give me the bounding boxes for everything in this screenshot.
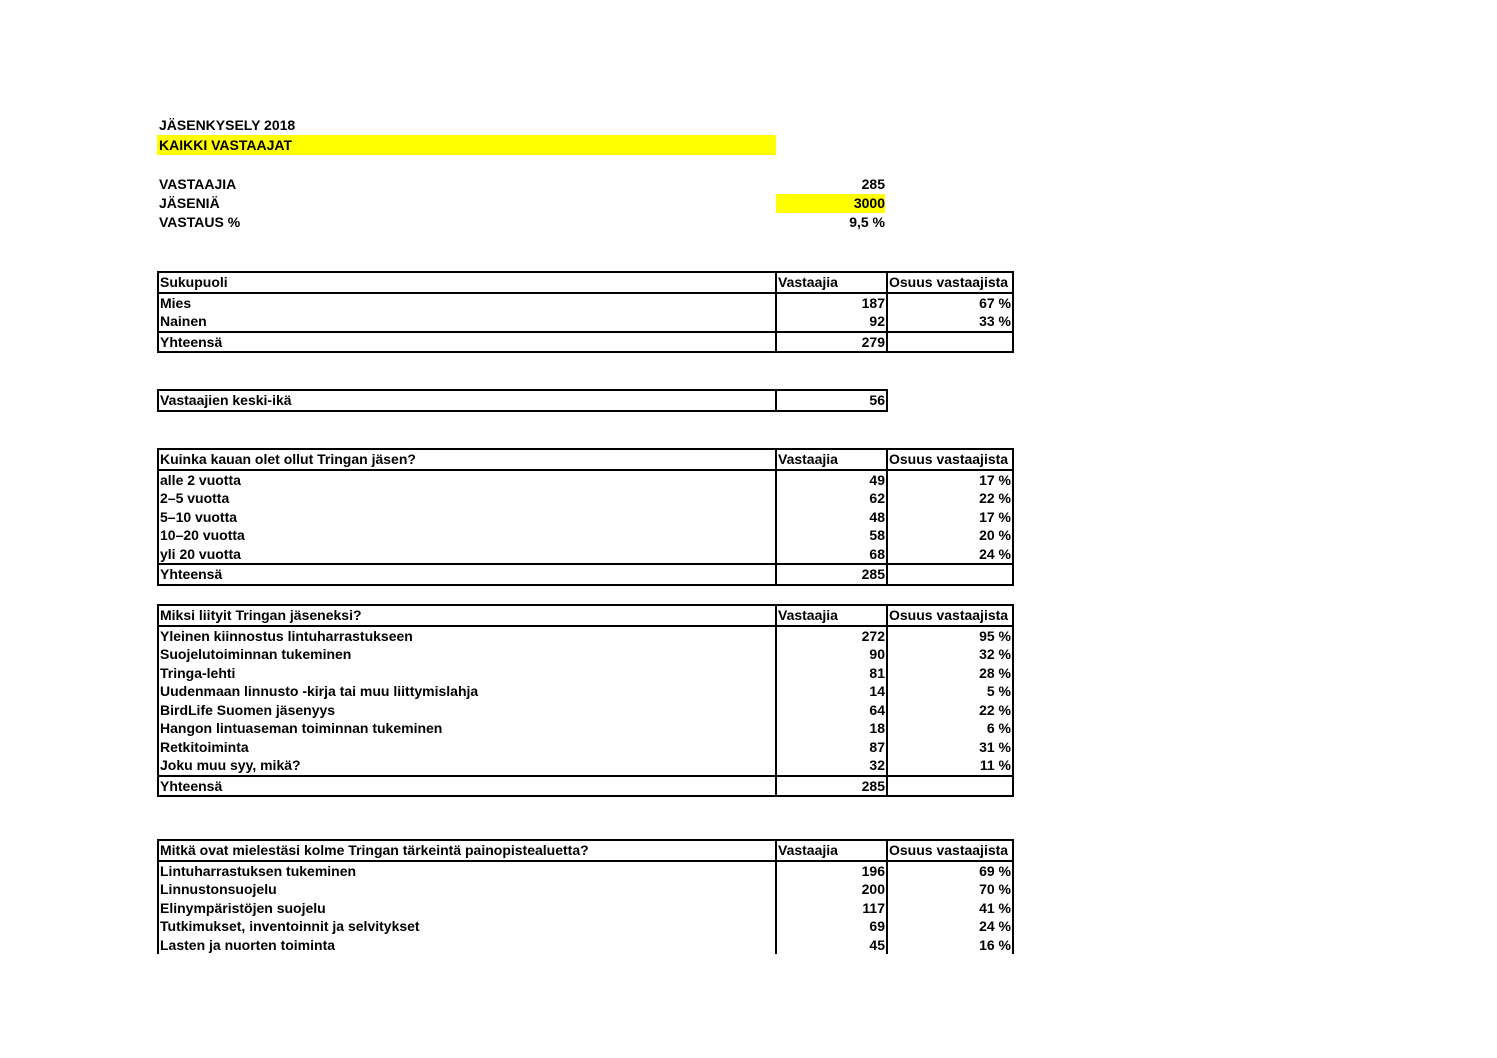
stat-label-respondents: VASTAAJIA	[159, 176, 237, 192]
total-count: 279	[776, 332, 887, 353]
row-label: Lasten ja nuorten toiminta	[158, 936, 776, 955]
total-label: Yhteensä	[158, 564, 776, 585]
row-label: yli 20 vuotta	[158, 545, 776, 565]
table-row	[158, 489, 1013, 508]
total-label: Yhteensä	[158, 332, 776, 353]
row-count: 48	[776, 508, 887, 527]
table-row	[158, 738, 1013, 757]
table-row	[158, 682, 1013, 701]
table-total-row	[158, 776, 1013, 797]
join-reasons-table	[157, 604, 1014, 797]
table-row	[158, 861, 1013, 881]
subtitle: KAIKKI VASTAAJAT	[159, 137, 292, 153]
row-label: Suojelutoiminnan tukeminen	[158, 645, 776, 664]
gender-table	[157, 271, 1014, 353]
priorities-table	[157, 839, 1014, 954]
row-count: 14	[776, 682, 887, 701]
row-share: 17 %	[887, 470, 1013, 490]
table-row	[158, 701, 1013, 720]
row-share: 11 %	[887, 756, 1013, 776]
row-share: 28 %	[887, 664, 1013, 683]
table-row	[158, 526, 1013, 545]
header-cell: Vastaajia	[776, 449, 887, 470]
row-share: 69 %	[887, 861, 1013, 881]
total-share	[887, 332, 1013, 353]
table-row	[158, 645, 1013, 664]
row-label: Yleinen kiinnostus lintuharrastukseen	[158, 626, 776, 646]
age-value: 56	[776, 390, 887, 411]
row-label: Elinympäristöjen suojelu	[158, 899, 776, 918]
row-count: 187	[776, 293, 887, 313]
page-title: JÄSENKYSELY 2018	[159, 117, 296, 133]
table-header-row	[158, 272, 1013, 293]
header-cell: Osuus vastaajista	[887, 605, 1013, 626]
table-total-row	[158, 332, 1013, 353]
row-count: 64	[776, 701, 887, 720]
row-label: Hangon lintuaseman toiminnan tukeminen	[158, 719, 776, 738]
stat-label-response-rate: VASTAUS %	[159, 214, 241, 230]
row-share: 67 %	[887, 293, 1013, 313]
subtitle-highlight	[157, 135, 776, 155]
stat-value-respondents: 285	[861, 176, 885, 192]
table-header-row	[158, 605, 1013, 626]
row-count: 117	[776, 899, 887, 918]
row-label: alle 2 vuotta	[158, 470, 776, 490]
table-row	[158, 470, 1013, 490]
row-share: 31 %	[887, 738, 1013, 757]
row-label: Tutkimukset, inventoinnit ja selvitykset	[158, 917, 776, 936]
row-share: 24 %	[887, 545, 1013, 565]
header-cell: Vastaajia	[776, 605, 887, 626]
table-row	[158, 917, 1013, 936]
row-count: 45	[776, 936, 887, 955]
row-share: 70 %	[887, 880, 1013, 899]
table-total-row	[158, 564, 1013, 585]
stat-value-response-rate: 9,5 %	[849, 214, 885, 230]
row-count: 272	[776, 626, 887, 646]
header-cell: Mitkä ovat mielestäsi kolme Tringan tärkeintä painopistealuetta?	[158, 840, 776, 861]
table-row	[158, 626, 1013, 646]
row-label: Lintuharrastuksen tukeminen	[158, 861, 776, 881]
row-share: 33 %	[887, 312, 1013, 332]
row-label: Joku muu syy, mikä?	[158, 756, 776, 776]
row-label: Tringa-lehti	[158, 664, 776, 683]
row-count: 58	[776, 526, 887, 545]
row-count: 90	[776, 645, 887, 664]
header-cell: Sukupuoli	[158, 272, 776, 293]
table-row	[158, 545, 1013, 565]
row-label: Uudenmaan linnusto -kirja tai muu liittymislahja	[158, 682, 776, 701]
row-count: 68	[776, 545, 887, 565]
table-row	[158, 390, 887, 411]
row-label: 10–20 vuotta	[158, 526, 776, 545]
row-share: 20 %	[887, 526, 1013, 545]
total-count: 285	[776, 564, 887, 585]
table-row	[158, 880, 1013, 899]
row-share: 16 %	[887, 936, 1013, 955]
row-count: 81	[776, 664, 887, 683]
table-row	[158, 899, 1013, 918]
table-row	[158, 312, 1013, 332]
membership-duration-table	[157, 448, 1014, 586]
header-cell: Osuus vastaajista	[887, 840, 1013, 861]
row-label: Linnustonsuojelu	[158, 880, 776, 899]
row-count: 69	[776, 917, 887, 936]
table-header-row	[158, 449, 1013, 470]
table-row	[158, 756, 1013, 776]
row-count: 18	[776, 719, 887, 738]
total-count: 285	[776, 776, 887, 797]
header-cell: Miksi liityit Tringan jäseneksi?	[158, 605, 776, 626]
total-share	[887, 776, 1013, 797]
row-share: 32 %	[887, 645, 1013, 664]
average-age-table	[157, 389, 888, 412]
table-header-row	[158, 840, 1013, 861]
row-share: 95 %	[887, 626, 1013, 646]
header-cell: Vastaajia	[776, 840, 887, 861]
row-share: 22 %	[887, 701, 1013, 720]
row-share: 17 %	[887, 508, 1013, 527]
row-label: 5–10 vuotta	[158, 508, 776, 527]
table-row	[158, 936, 1013, 955]
age-label: Vastaajien keski-ikä	[158, 390, 776, 411]
row-count: 200	[776, 880, 887, 899]
row-label: 2–5 vuotta	[158, 489, 776, 508]
row-share: 24 %	[887, 917, 1013, 936]
row-share: 22 %	[887, 489, 1013, 508]
row-share: 41 %	[887, 899, 1013, 918]
row-count: 92	[776, 312, 887, 332]
header-cell: Kuinka kauan olet ollut Tringan jäsen?	[158, 449, 776, 470]
table-row	[158, 293, 1013, 313]
row-count: 62	[776, 489, 887, 508]
row-label: BirdLife Suomen jäsenyys	[158, 701, 776, 720]
total-share	[887, 564, 1013, 585]
table-row	[158, 508, 1013, 527]
row-count: 196	[776, 861, 887, 881]
header-cell: Vastaajia	[776, 272, 887, 293]
header-cell: Osuus vastaajista	[887, 449, 1013, 470]
row-count: 49	[776, 470, 887, 490]
row-label: Mies	[158, 293, 776, 313]
row-share: 5 %	[887, 682, 1013, 701]
row-label: Nainen	[158, 312, 776, 332]
stat-value-members: 3000	[776, 194, 885, 213]
row-count: 32	[776, 756, 887, 776]
header-cell: Osuus vastaajista	[887, 272, 1013, 293]
row-share: 6 %	[887, 719, 1013, 738]
row-label: Retkitoiminta	[158, 738, 776, 757]
total-label: Yhteensä	[158, 776, 776, 797]
row-count: 87	[776, 738, 887, 757]
stat-label-members: JÄSENIÄ	[159, 195, 220, 211]
table-row	[158, 664, 1013, 683]
table-row	[158, 719, 1013, 738]
